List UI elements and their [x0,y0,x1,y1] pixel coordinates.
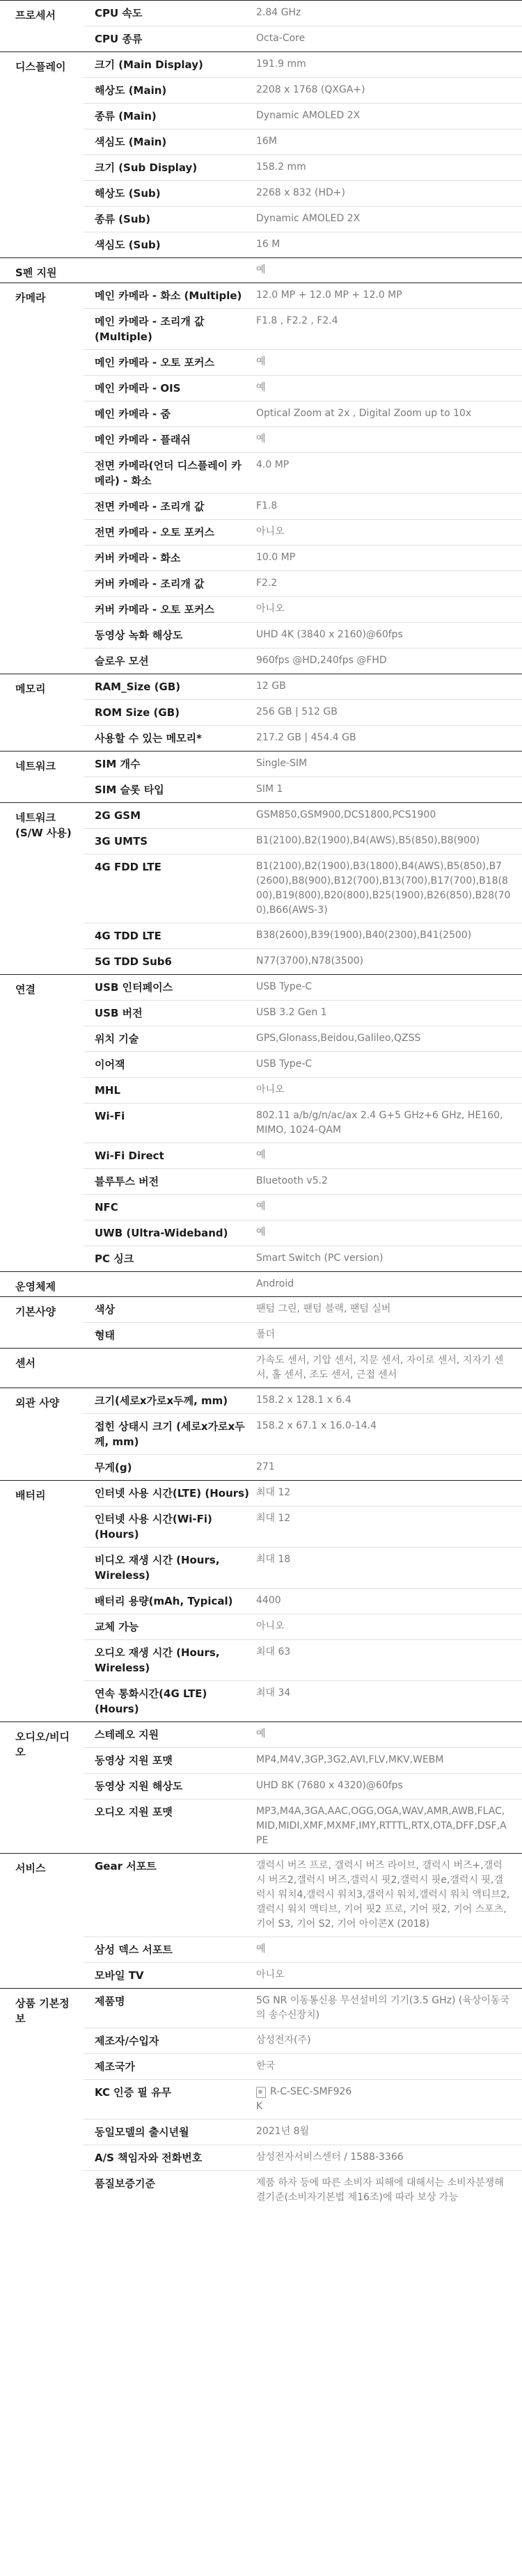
spec-value: 삼성전자서비스센터 / 1588-3366 [256,2152,404,2163]
spec-value: 최대 63 [256,1646,291,1657]
spec-label: 크기 (Main Display) [95,58,203,71]
spec-row [84,1962,522,1988]
spec-row [84,427,522,452]
spec-row [84,375,522,401]
spec-row [84,854,522,923]
spec-value: 158.2 mm [256,161,306,173]
spec-label: MHL [95,1084,121,1097]
spec-section [0,1853,522,1988]
spec-row [84,1077,522,1103]
spec-value: Optical Zoom at 2x , Digital Zoom up to 10x [256,408,472,419]
spec-row [84,1,522,26]
spec-row [84,103,522,129]
spec-label: 접힌 상태시 크기 (세로x가로x두께, mm) [95,1420,245,1448]
section-category: 디스플레이 [15,61,66,73]
spec-section [0,1388,522,1480]
spec-value: Bluetooth v5.2 [256,1175,328,1186]
spec-row [84,1614,522,1639]
spec-row [84,1194,522,1220]
spec-rows [84,1854,522,1988]
spec-rows [84,1349,522,1388]
spec-row [84,2028,522,2053]
spec-label [84,258,256,283]
spec-row [84,308,522,349]
spec-value: F1.8 [256,500,278,511]
spec-value: 12 GB [256,681,286,692]
spec-label: 블루투스 버전 [95,1175,159,1188]
spec-rows [84,258,522,283]
spec-label: 4G TDD LTE [95,930,161,942]
spec-row [84,1103,522,1143]
spec-row [84,1989,522,2028]
spec-label: 4G FDD LTE [95,861,161,873]
spec-row [84,1051,522,1077]
spec-row [84,1680,522,1722]
spec-label: 제조국가 [95,2060,135,2073]
spec-label: 형태 [95,1329,115,1342]
spec-label: 해상도 (Sub) [95,187,161,200]
spec-label: 무게(g) [95,1461,132,1474]
spec-row [84,1220,522,1246]
spec-row [84,154,522,180]
spec-row [84,519,522,545]
spec-section [0,1348,522,1388]
spec-row [84,777,522,802]
spec-value: 아니오 [256,1084,285,1095]
spec-label: 메인 카메라 - 화소 (Multiple) [95,289,242,302]
spec-row [84,1246,522,1271]
spec-value: 2021년 8월 [256,2126,310,2137]
spec-value [256,2080,522,2119]
spec-rows [84,52,522,257]
spec-value: USB 3.2 Gen 1 [256,1007,327,1018]
spec-label: 인터넷 사용 시간(LTE) (Hours) [95,1487,249,1500]
spec-rows [84,1297,522,1348]
spec-value: 16M [256,136,277,147]
spec-row [84,1143,522,1168]
spec-value: 217.2 GB | 454.4 GB [256,732,356,743]
spec-label: 배터리 용량(mAh, Typical) [95,1595,233,1607]
section-category: 센서 [15,1357,35,1369]
spec-value: 2268 x 832 (HD+) [256,187,345,198]
spec-label: CPU 종류 [95,33,143,45]
spec-section [0,1271,522,1296]
spec-label: 색상 [95,1303,115,1316]
spec-label: 종류 (Sub) [95,213,151,225]
spec-value: 가속도 센서, 기압 센서, 지문 센서, 자이로 센서, 지자기 센서, 홀 센서, 조도 센서, 근접 센서 [256,1355,504,1381]
spec-label: 해상도 (Main) [95,84,167,97]
spec-label: 제조자/수입자 [95,2035,159,2047]
spec-label: ROM Size (GB) [95,706,180,719]
spec-label: SIM 슬롯 타입 [95,784,164,796]
spec-row [84,283,522,308]
spec-value: 아니오 [256,603,285,614]
spec-label: 이어잭 [95,1058,125,1071]
spec-value: 10.0 MP [256,552,296,563]
spec-rows [84,1272,522,1296]
spec-label: KC 인증 필 유무 [95,2086,172,2099]
spec-row [84,1272,522,1296]
spec-row [84,1588,522,1614]
spec-label: 크기(세로x가로x두께, mm) [95,1394,228,1407]
spec-value: Dynamic AMOLED 2X [256,110,361,121]
spec-row [84,2170,522,2210]
spec-value: 최대 34 [256,1687,291,1699]
spec-row [84,1799,522,1853]
spec-label: 동영상 녹화 해상도 [95,629,183,642]
spec-label: 3G UMTS [95,835,148,848]
spec-value: B1(2100),B2(1900),B3(1800),B4(AWS),B5(850),B7(2600),B8(900),B12(700),B13(700),B17(700),B18(800),B19(800),B20(800),B25(1900),B26(850),B28(700),B66(AWS-3) [256,861,511,916]
spec-row [84,2119,522,2145]
spec-row [84,803,522,828]
spec-value: 갤럭시 버즈 프로, 갤럭시 버즈 라이브, 갤럭시 버즈+,갤럭시 버즈2,갤럭시 버즈,갤럭시 핏2,갤럭시 핏e,갤럭시 핏,갤럭시 워치4,갤럭시 워치3,갤럭시 워치,갤럭시 워치 액티브2,갤럭시 워치 액티브, 기어 핏2 프로, 기어 핏2, 기어 스포츠, 기어 S3, 기어 S2, 기어 아이콘X (2018) [256,1860,510,1930]
spec-label: USB 인터페이스 [95,981,173,994]
spec-label: 메인 카메라 - 줌 [95,408,171,420]
spec-row [84,232,522,257]
spec-row [84,1168,522,1194]
spec-value: Dynamic AMOLED 2X [256,213,361,224]
spec-value: 158.2 x 67.1 x 16.0-14.4 [256,1420,377,1431]
kc-cert-number: R-C-SEC-SMF926 [270,2086,352,2097]
spec-label: 전면 카메라 - 조리개 값 [95,500,205,513]
spec-label: 비디오 재생 시간 (Hours, Wireless) [95,1554,220,1582]
spec-label: 전면 카메라 - 오토 포커스 [95,526,215,539]
spec-row [84,828,522,854]
spec-row [84,401,522,427]
spec-rows [84,1388,522,1480]
spec-rows [84,1989,522,2210]
spec-value: UHD 8K (7680 x 4320)@60fps [256,1780,403,1791]
spec-value: 아니오 [256,1969,285,1980]
spec-value: B1(2100),B2(1900),B4(AWS),B5(850),B8(900) [256,835,480,846]
spec-row [84,258,522,283]
spec-row [84,948,522,974]
spec-row [84,725,522,751]
section-category: S펜 지원 [15,267,57,279]
spec-row [84,1454,522,1480]
spec-row [84,975,522,1000]
spec-section [0,751,522,802]
spec-row [84,1349,522,1388]
spec-label: 메인 카메라 - 조리개 값 (Multiple) [95,315,205,343]
spec-value: 삼성전자(주) [256,2035,311,2046]
section-category: 네트워크 [15,760,56,772]
spec-row [84,452,522,493]
spec-label [84,1272,256,1296]
section-category: 메모리 [15,683,46,695]
spec-rows [84,803,522,974]
spec-value: 158.2 x 128.1 x 6.4 [256,1394,351,1406]
spec-value: 제품 하자 등에 따른 소비자 피해에 대해서는 소비자분쟁해결기준(소비자기본법 제16조)에 따라 보상 가능 [256,2177,504,2203]
spec-row [84,77,522,103]
spec-row [84,571,522,596]
spec-value: 256 GB | 512 GB [256,706,338,717]
spec-rows [84,674,522,751]
spec-value: 최대 12 [256,1487,291,1498]
spec-value: 802.11 a/b/g/n/ac/ax 2.4 G+5 GHz+6 GHz, HE160, MIMO, 1024-QAM [256,1110,503,1136]
spec-label: 커버 카메라 - 오토 포커스 [95,603,215,616]
spec-label: Wi-Fi Direct [95,1150,164,1162]
spec-value: 4.0 MP [256,459,290,470]
spec-section [0,1988,522,2210]
spec-row [84,699,522,725]
spec-row [84,1297,522,1322]
spec-row [84,923,522,948]
spec-value: 960fps @HD,240fps @FHD [256,655,387,666]
section-category: 오디오/비디오 [15,1731,70,1758]
spec-label: A/S 책임자와 전화번호 [95,2152,203,2164]
spec-label: PC 싱크 [95,1253,134,1265]
spec-value: 16 M [256,239,280,250]
spec-label: 모바일 TV [95,1969,144,1982]
spec-value: 예 [256,1227,266,1238]
spec-label: NFC [95,1201,118,1214]
spec-value: Android [256,1278,294,1289]
spec-section [0,974,522,1271]
section-category: 운영체제 [15,1280,56,1293]
spec-rows [84,975,522,1271]
spec-label: 동영상 지원 해상도 [95,1780,183,1792]
spec-value: 예 [256,1943,266,1955]
spec-label: 색심도 (Sub) [95,239,161,251]
spec-label: 커버 카메라 - 화소 [95,552,181,564]
spec-value: 폴더 [256,1329,276,1340]
spec-label: 연속 통화시간(4G LTE) (Hours) [95,1687,207,1715]
spec-value: N77(3700),N78(3500) [256,955,364,967]
spec-label: 동일모델의 출시년월 [95,2126,189,2138]
spec-value: 271 [256,1461,275,1472]
spec-row [84,596,522,622]
spec-value: 예 [256,1201,266,1212]
spec-row [84,1388,522,1413]
spec-section [0,0,522,51]
spec-label: 제품명 [95,1995,125,2007]
spec-label: 삼성 덱스 서포트 [95,1943,173,1956]
section-category: 프로세서 [15,9,56,22]
spec-rows [84,752,522,802]
spec-value: Single-SIM [256,758,308,769]
spec-label: USB 버전 [95,1007,143,1019]
spec-row [84,2053,522,2079]
spec-row [84,1937,522,1962]
section-category: 배터리 [15,1489,46,1502]
section-category: 연결 [15,983,35,996]
spec-row [84,2145,522,2170]
spec-value: 최대 18 [256,1554,291,1565]
section-category: 카메라 [15,292,46,304]
spec-value: B38(2600),B39(1900),B40(2300),B41(2500) [256,930,472,941]
spec-row [84,674,522,699]
spec-label: 메인 카메라 - OIS [95,382,181,395]
spec-label: 종류 (Main) [95,110,157,122]
spec-label: CPU 속도 [95,7,143,19]
spec-label: 전면 카메라(언더 디스플레이 카메라) - 화소 [95,459,242,487]
spec-section [0,674,522,751]
spec-value: UHD 4K (3840 x 2160)@60fps [256,629,403,640]
spec-label: 위치 기술 [95,1033,139,1045]
spec-value: 예 [256,264,266,276]
spec-row [84,52,522,77]
section-category: 상품 기본정보 [15,1997,70,2025]
spec-rows [84,1722,522,1853]
spec-value: MP4,M4V,3GP,3G2,AVI,FLV,MKV,WEBM [256,1754,444,1765]
spec-row [84,1026,522,1051]
spec-value: 4400 [256,1595,281,1606]
spec-rows [84,283,522,674]
spec-value: 아니오 [256,1621,285,1632]
spec-section [0,51,522,257]
spec-row [84,493,522,519]
spec-value: MP3,M4A,3GA,AAC,OGG,OGA,WAV,AMR,AWB,FLAC,MID,MIDI,XMF,MXMF,IMY,RTTTL,RTX,OTA,DFF,DSF,APE [256,1806,507,1846]
spec-value: 팬텀 그린, 팬텀 블랙, 팬텀 실버 [256,1303,391,1314]
spec-label: 인터넷 사용 시간(Wi-Fi) (Hours) [95,1513,212,1541]
spec-value: 예 [256,382,266,393]
spec-value: 한국 [256,2060,276,2072]
spec-value: Octa-Core [256,33,306,44]
spec-row [84,648,522,674]
spec-label: UWB (Ultra-Wideband) [95,1227,228,1239]
spec-label: RAM_Size (GB) [95,681,181,693]
spec-label: 5G TDD Sub6 [95,955,172,968]
spec-value: USB Type-C [256,1058,313,1070]
spec-label: SIM 개수 [95,758,141,770]
spec-value: GPS,Glonass,Beidou,Galileo,QZSS [256,1033,421,1044]
spec-label: 교체 가능 [95,1621,139,1633]
spec-label: 오디오 지원 포맷 [95,1806,173,1818]
section-category: 외관 사양 [15,1397,60,1409]
spec-label [84,1349,256,1388]
spec-value: 예 [256,1728,266,1740]
spec-value: 아니오 [256,526,285,537]
spec-section [0,1296,522,1348]
spec-label: 메인 카메라 - 오토 포커스 [95,356,215,369]
spec-value: USB Type-C [256,981,313,992]
spec-row [84,1322,522,1348]
spec-value: 5G NR 이동통신용 무선설비의 기기(3.5 GHz) (육상이동국의 송수신장치) [256,1995,509,2021]
spec-label: 스테레오 지원 [95,1728,159,1741]
spec-row [84,26,522,51]
spec-label: 2G GSM [95,809,141,822]
spec-value: Smart Switch (PC version) [256,1253,383,1264]
spec-label: 사용할 수 있는 메모리* [95,732,202,745]
spec-row [84,129,522,154]
kc-mark-text: K [256,2101,263,2112]
spec-value: F2.2 [256,578,278,589]
spec-row [84,1547,522,1588]
section-category: 기본사양 [15,1305,56,1318]
spec-value: SIM 1 [256,784,283,795]
spec-section [0,257,522,283]
spec-value: 예 [256,356,266,367]
spec-section [0,283,522,674]
spec-label: 크기 (Sub Display) [95,161,198,174]
spec-label: Wi-Fi [95,1110,125,1122]
spec-label: Gear 서포트 [95,1860,157,1873]
spec-row [84,1747,522,1773]
spec-value: 예 [256,434,266,445]
spec-value: 예 [256,1150,266,1161]
spec-label: 오디오 재생 시간 (Hours, Wireless) [95,1646,220,1674]
spec-row [84,1000,522,1026]
spec-rows [84,1481,522,1722]
spec-label: 품질보증기준 [95,2177,155,2190]
spec-row [84,545,522,571]
spec-section [0,802,522,974]
spec-value: 최대 12 [256,1513,291,1524]
spec-row [84,180,522,206]
spec-row [84,1854,522,1937]
spec-label: 슬로우 모션 [95,655,149,667]
spec-row [84,622,522,648]
spec-label: 색심도 (Main) [95,136,167,148]
kc-certification-icon [256,2087,266,2098]
spec-row [84,1506,522,1547]
spec-value: 191.9 mm [256,58,306,70]
spec-row [84,349,522,375]
spec-rows [84,1,522,51]
spec-label: 동영상 지원 포맷 [95,1754,173,1767]
spec-value: 12.0 MP + 12.0 MP + 12.0 MP [256,289,402,301]
section-category: 네트워크 (S/W 사용) [15,811,72,839]
spec-row [84,1639,522,1680]
spec-row [84,1481,522,1506]
spec-label: 커버 카메라 - 조리개 값 [95,578,205,590]
spec-row [84,1413,522,1454]
spec-value: 2.84 GHz [256,7,301,18]
spec-section [0,1480,522,1722]
section-category: 서비스 [15,1862,46,1875]
spec-row [84,206,522,232]
spec-row [84,2079,522,2119]
spec-value: 2208 x 1768 (QXGA+) [256,84,365,95]
spec-label: 메인 카메라 - 플래쉬 [95,434,191,446]
spec-row [84,752,522,777]
spec-row [84,1722,522,1747]
spec-value: F1.8 , F2.2 , F2.4 [256,315,338,326]
spec-section [0,1722,522,1853]
spec-value: GSM850,GSM900,DCS1800,PCS1900 [256,809,436,820]
spec-row [84,1773,522,1799]
